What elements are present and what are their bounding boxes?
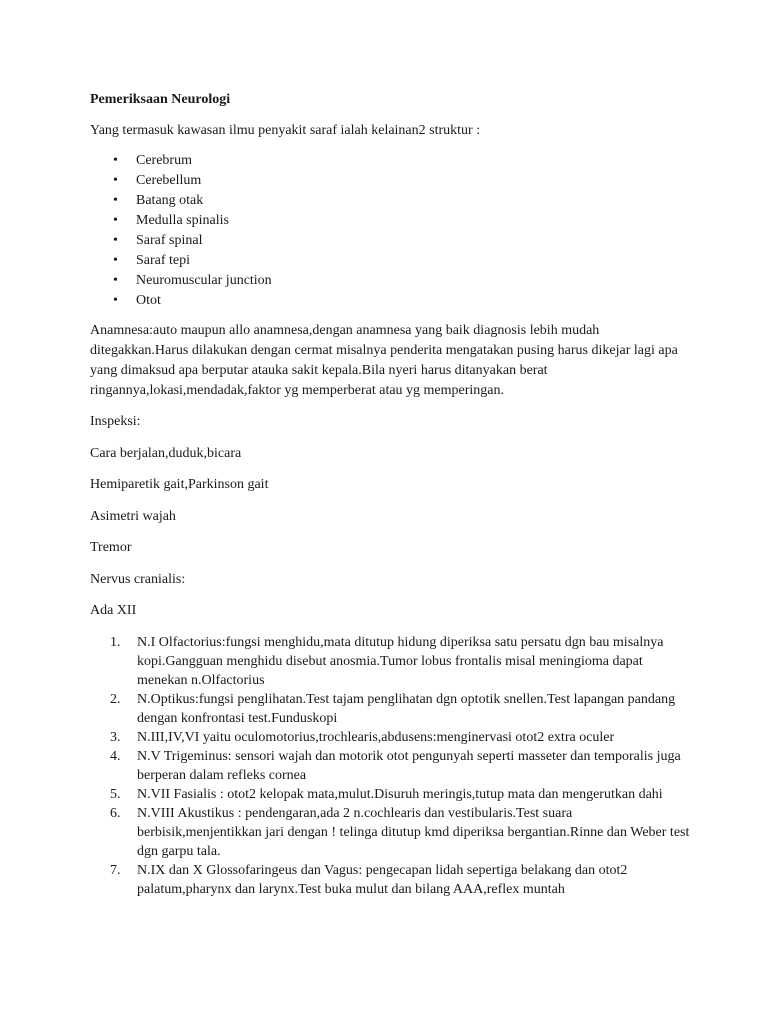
nervus-heading: Nervus cranialis: [90,571,186,587]
bullet-icon: • [113,213,118,228]
inspeksi-item: Asimetri wajah [90,508,176,524]
list-item-text: Otot [136,293,161,308]
list-item [90,690,690,728]
list-item [90,804,690,861]
list-item [90,191,690,211]
list-number: 5. [110,786,121,802]
document-page [90,90,690,899]
list-item [90,785,690,804]
list-item [90,171,690,191]
list-item-text: Saraf spinal [136,233,203,248]
list-item-text: N.III,IV,VI yaitu oculomotorius,trochlearis,abdusens:menginervasi otot2 extra oculer [137,729,615,745]
bullet-icon: • [113,233,118,248]
inspeksi-item: Cara berjalan,duduk,bicara [90,445,242,461]
list-item-text: N.IX dan X Glossofaringeus dan Vagus: pengecapan lidah sepertiga belakang dan otot2 palatum,pharynx dan larynx.Test buka mulut dan bilang AAA,reflex muntah [137,862,628,897]
list-item [90,251,690,271]
document-title: Pemeriksaan Neurologi [90,92,231,107]
list-item-text: Saraf tepi [136,253,191,268]
list-item-text: Cerebellum [136,173,202,188]
list-number: 2. [110,691,121,707]
bullet-icon: • [113,153,118,168]
list-item-text: N.V Trigeminus: sensori wajah dan motorik otot pengunyah seperti masseter dan temporalis juga berperan dalam refleks cornea [137,748,681,783]
nervus-list [90,633,690,899]
list-item [90,151,690,171]
list-number: 3. [110,729,121,745]
list-item-text: Batang otak [136,193,204,208]
list-item-text: Neuromuscular junction [136,273,272,288]
list-item-text: N.VII Fasialis : otot2 kelopak mata,mulut.Disuruh meringis,tutup mata dan mengerutkan dahi [137,786,663,802]
list-item-text: Medulla spinalis [136,213,229,228]
list-number: 7. [110,862,121,878]
list-number: 4. [110,748,121,764]
bullet-icon: • [113,253,118,268]
list-item-text: N.VIII Akustikus : pendengaran,ada 2 n.cochlearis dan vestibularis.Test suara berbisik,menjentikkan jari dengan ! telinga ditutup kmd diperiksa bergantian.Rinne dan Weber test dgn garpu tala. [137,805,690,859]
list-number: 1. [110,634,121,650]
anamnesa-paragraph: Anamnesa:auto maupun allo anamnesa,dengan anamnesa yang baik diagnosis lebih mudah ditegakkan.Harus dilakukan dengan cermat misalnya penderita mengatakan pusing harus dikejar lagi apa yang dimaksud apa berputar atauka sakit kepala.Bila nyeri harus ditanyakan berat ringannya,lokasi,mendadak,faktor yg memperberat atau yg memperingan. [90,323,678,398]
nervus-count: Ada XII [90,603,137,618]
inspeksi-item: Tremor [90,540,132,555]
bullet-icon: • [113,293,118,308]
list-item-text: N.Optikus:fungsi penglihatan.Test tajam penglihatan dgn optotik snellen.Test lapangan pandang dengan konfrontasi test.Funduskopi [137,691,676,726]
list-item [90,271,690,291]
list-item [90,291,690,311]
list-item [90,861,690,899]
inspeksi-heading: Inspeksi: [90,414,141,429]
bullet-icon: • [113,173,118,188]
list-item-text: N.I Olfactorius:fungsi menghidu,mata ditutup hidung diperiksa satu persatu dgn bau misalnya kopi.Gangguan menghidu disebut anosmia.Tumor lobus frontalis misal meningioma dapat menekan n.Olfactorius [137,634,664,688]
list-item [90,633,690,690]
inspeksi-item: Hemiparetik gait,Parkinson gait [90,477,269,492]
list-item [90,747,690,785]
structure-list [90,151,690,311]
intro-paragraph: Yang termasuk kawasan ilmu penyakit saraf ialah kelainan2 struktur : [90,122,481,138]
bullet-icon: • [113,273,118,288]
list-item [90,231,690,251]
list-item-text: Cerebrum [136,153,192,168]
bullet-icon: • [113,193,118,208]
list-item [90,728,690,747]
list-item [90,211,690,231]
list-number: 6. [110,805,121,821]
